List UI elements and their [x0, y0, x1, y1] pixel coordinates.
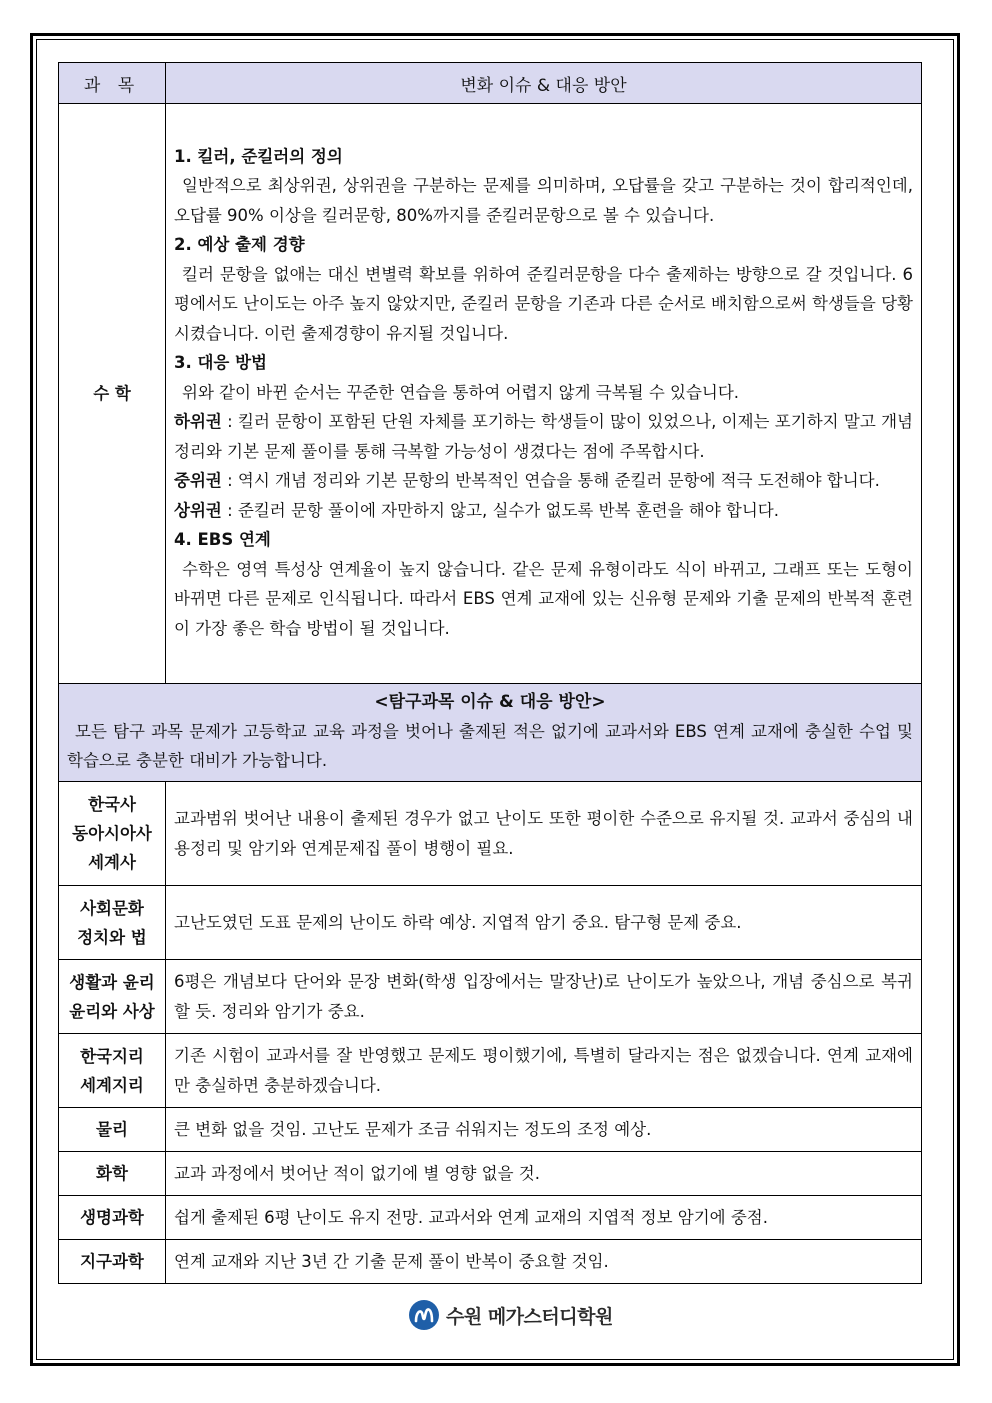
- low-tier-text: : 킬러 문항이 포함된 단원 자체를 포기하는 학생들이 많이 있었으나, 이제는 포기하지 말고 개념 정리와 기본 문제 풀이를 통해 극복할 가능성이 생겼다는 점에 주목합시다.: [174, 412, 913, 461]
- math-row: [59, 104, 922, 684]
- row-subject: [59, 886, 166, 960]
- row-subject: [59, 1152, 166, 1196]
- header-subject: 과 목: [59, 63, 166, 104]
- subject-line: 생활과 윤리: [69, 972, 155, 992]
- table-row: [59, 1240, 922, 1284]
- subject-line: 물리: [96, 1120, 128, 1139]
- table-row: [59, 1152, 922, 1196]
- subject-line: 윤리와 사상: [69, 1001, 155, 1021]
- math-content: [166, 104, 922, 684]
- subject-line: 한국지리: [80, 1046, 144, 1066]
- row-subject: [59, 1196, 166, 1240]
- row-subject: [59, 1240, 166, 1284]
- table-row: [59, 886, 922, 960]
- row-text: 쉽게 출제된 6평 난이도 유지 전망. 교과서와 연계 교재의 지엽적 정보 암기에 중점.: [166, 1196, 922, 1240]
- subject-line: 동아시아사: [72, 824, 152, 843]
- table-row: [59, 960, 922, 1034]
- subject-line: 사회문화: [80, 898, 144, 918]
- row-subject: [59, 1108, 166, 1152]
- issue-table: [58, 62, 922, 1284]
- row-subject: [59, 1034, 166, 1108]
- header-topic: 변화 이슈 & 대응 방안: [166, 63, 922, 104]
- math-mid-tier: [174, 466, 913, 496]
- row-text: 연계 교재와 지난 3년 간 기출 문제 풀이 반복이 중요할 것임.: [166, 1240, 922, 1284]
- inquiry-title: <탐구과목 이슈 & 대응 방안>: [374, 692, 606, 712]
- megastudy-logo-icon: [408, 1299, 440, 1331]
- math-high-tier: [174, 496, 913, 526]
- footer-logo: [408, 1298, 613, 1332]
- subject-line: 세계사: [88, 853, 136, 872]
- subject-line: 세계지리: [80, 1075, 144, 1095]
- logo-text: 수원 메가스터디학원: [446, 1305, 613, 1328]
- low-tier-label: 하위권: [174, 412, 222, 432]
- subject-line: 한국사: [88, 795, 136, 814]
- row-subject: [59, 782, 166, 886]
- math-section-1-title: 1. 킬러, 준킬러의 정의: [174, 146, 343, 166]
- inquiry-text: 모든 탐구 과목 문제가 고등학교 교육 과정을 벗어나 출제된 적은 없기에 교과서와 EBS 연계 교재에 충실한 수업 및 학습으로 충분한 대비가 가능합니다.: [67, 722, 913, 770]
- mid-tier-text: : 역시 개념 정리와 기본 문항의 반복적인 연습을 통해 준킬러 문항에 적극 도전해야 합니다.: [221, 471, 880, 491]
- subject-line: 생명과학: [80, 1208, 144, 1227]
- row-text: 교과범위 벗어난 내용이 출제된 경우가 없고 난이도 또한 평이한 수준으로 유지될 것. 교과서 중심의 내용정리 및 암기와 연계문제집 풀이 병행이 필요.: [166, 782, 922, 886]
- row-text: 고난도였던 도표 문제의 난이도 하락 예상. 지엽적 암기 중요. 탐구형 문제 중요.: [166, 886, 922, 960]
- table-header-row: [59, 63, 922, 104]
- table-row: [59, 782, 922, 886]
- table-row: [59, 1196, 922, 1240]
- math-section-2-title: 2. 예상 출제 경향: [174, 235, 305, 255]
- row-text: 6평은 개념보다 단어와 문장 변화(학생 입장에서는 말장난)로 난이도가 높았으나, 개념 중심으로 복귀할 듯. 정리와 암기가 중요.: [166, 960, 922, 1034]
- math-section-4-text: 수학은 영역 특성상 연계율이 높지 않습니다. 같은 문제 유형이라도 식이 바뀌고, 그래프 또는 도형이 바뀌면 다른 문제로 인식됩니다. 따라서 EBS 연계 교재에 있는 신유형 문제와 기출 문제의 반복적 훈련이 가장 좋은 학습 방법이 될 것입니다.: [174, 559, 913, 638]
- math-section-2-text: 킬러 문항을 없애는 대신 변별력 확보를 위하여 준킬러문항을 다수 출제하는 방향으로 갈 것입니다. 6평에서도 난이도는 아주 높지 않았지만, 준킬러 문항을 기존과 다른 순서로 배치함으로써 학생들을 당황시켰습니다. 이런 출제경향이 유지될 것입니다.: [174, 264, 913, 343]
- row-subject: [59, 960, 166, 1034]
- table-row: [59, 1108, 922, 1152]
- math-section-1-text: 일반적으로 최상위권, 상위권을 구분하는 문제를 의미하며, 오답률을 갖고 구분하는 것이 합리적인데, 오답률 90% 이상을 킬러문항, 80%까지를 준킬러문항으로 볼 수 있습니다.: [174, 176, 913, 225]
- row-text: 큰 변화 없을 것임. 고난도 문제가 조금 쉬워지는 정도의 조정 예상.: [166, 1108, 922, 1152]
- subject-line: 화학: [96, 1164, 128, 1183]
- mid-tier-label: 중위권: [174, 471, 222, 491]
- subject-line: 지구과학: [80, 1252, 144, 1271]
- math-subject: 수 학: [59, 104, 166, 684]
- inquiry-band: [59, 684, 922, 782]
- math-section-3-title: 3. 대응 방법: [174, 353, 267, 373]
- table-row: [59, 1034, 922, 1108]
- inquiry-band-row: [59, 684, 922, 782]
- high-tier-text: : 준킬러 문항 풀이에 자만하지 않고, 실수가 없도록 반복 훈련을 해야 합니다.: [221, 500, 779, 520]
- math-section-3-text: 위와 같이 바뀐 순서는 꾸준한 연습을 통하여 어렵지 않게 극복될 수 있습니다.: [182, 382, 740, 402]
- high-tier-label: 상위권: [174, 500, 222, 520]
- subject-line: 정치와 법: [77, 927, 147, 947]
- row-text: 교과 과정에서 벗어난 적이 없기에 별 영향 없을 것.: [166, 1152, 922, 1196]
- row-text: 기존 시험이 교과서를 잘 반영했고 문제도 평이했기에, 특별히 달라지는 점은 없겠습니다. 연계 교재에만 충실하면 충분하겠습니다.: [166, 1034, 922, 1108]
- math-section-4-title: 4. EBS 연계: [174, 530, 271, 550]
- math-low-tier: [174, 407, 913, 466]
